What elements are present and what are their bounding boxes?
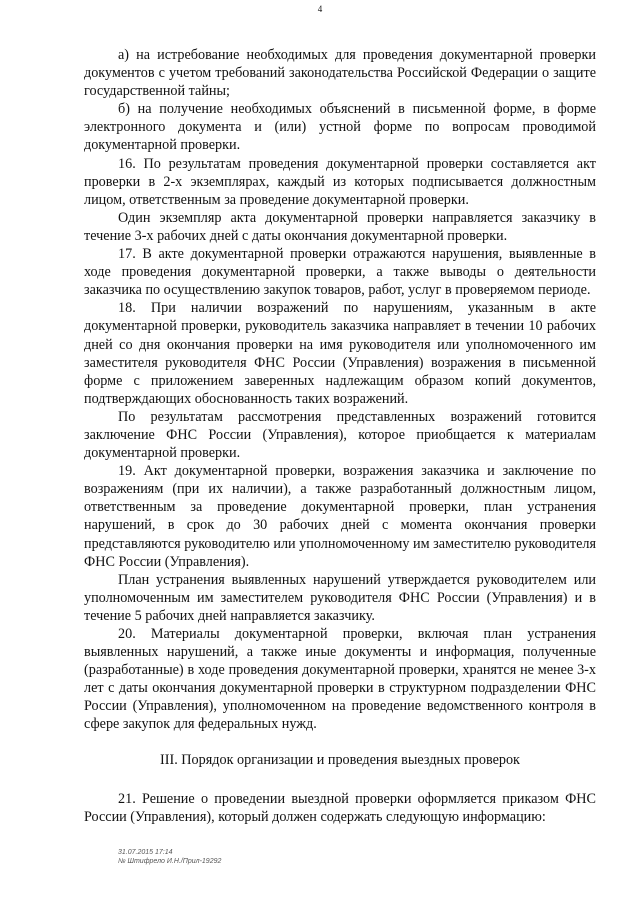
paragraph-17: 17. В акте документарной проверки отражаются нарушения, выявленные в ходе проведения документарной проверки, а также выводы о деятельности заказчика по осуществлению закупок товаров, работ, услуг в проверяемом периоде. — [84, 246, 596, 299]
footer-date: 31.07.2015 17:14 — [118, 849, 173, 856]
footer-reference: № Штифрело И.Н./Прил-19292 — [118, 858, 222, 865]
page-number: 4 — [317, 4, 323, 14]
paragraph-18-conclusion: По результатам рассмотрения представленных возражений готовится заключение ФНС России (Управления), которое приобщается к материалам документарной проверки. — [84, 408, 596, 462]
document-footer — [118, 848, 221, 866]
paragraph-19: 19. Акт документарной проверки, возражения заказчика и заключение по возражениям (при их наличии), а также разработанный должностным лицом, ответственным за проведение документарной проверки, план устранения нарушений, в срок до 30 рабочих дней с момента окончания проверки представляются руководителю или уполномоченному им заместителю руководителя ФНС России (Управления). — [84, 463, 596, 570]
paragraph-16-copy: Один экземпляр акта документарной проверки направляется заказчику в течение 3-х рабочих дней с даты окончания документарной проверки. — [84, 209, 596, 244]
section-heading: III. Порядок организации и проведения выездных проверок — [160, 751, 520, 768]
paragraph-20: 20. Материалы документарной проверки, включая план устранения выявленных нарушений, а также иные документы и информация, полученные (разработанные) в ходе проведения документарной проверки, хранятся не менее 3-х лет с даты окончания документарной проверки в структурном подразделении ФНС России (Управления), уполномоченном на проведение ведомственного контроля в сфере закупок для федеральных нужд. — [84, 626, 596, 733]
paragraph-18: 18. При наличии возражений по нарушениям, указанным в акте документарной проверки, руководитель заказчика направляет в течении 10 рабочих дней со дня окончания проверки на имя руководителя или уполномоченного им заместителя руководителя ФНС России (Управления) возражения в письменной форме с приложением заверенных надлежащим образом копий документов, подтверждающих обоснованность таких возражений. — [84, 300, 596, 407]
paragraph-16: 16. По результатам проведения документарной проверки составляется акт проверки в 2-х экземплярах, каждый из которых подписывается должностным лицом, ответственным за проведение документарной проверки. — [84, 155, 596, 208]
paragraph-19-plan: План устранения выявленных нарушений утверждается руководителем или уполномоченным им заместителем руководителя ФНС России (Управления) и в течение 5 рабочих дней направляется заказчику. — [84, 571, 596, 624]
document-body — [84, 46, 596, 826]
paragraph-15a: а) на истребование необходимых для проведения документарной проверки документов с учетом требований законодательства Российской Федерации о защите государственной тайны; — [84, 47, 596, 100]
paragraph-21: 21. Решение о проведении выездной проверки оформляется приказом ФНС России (Управления), который должен содержать следующую информацию: — [84, 790, 596, 825]
paragraph-15b: б) на получение необходимых объяснений в письменной форме, в форме электронного документа и (или) устной форме по вопросам проводимой документарной проверки. — [84, 101, 596, 154]
